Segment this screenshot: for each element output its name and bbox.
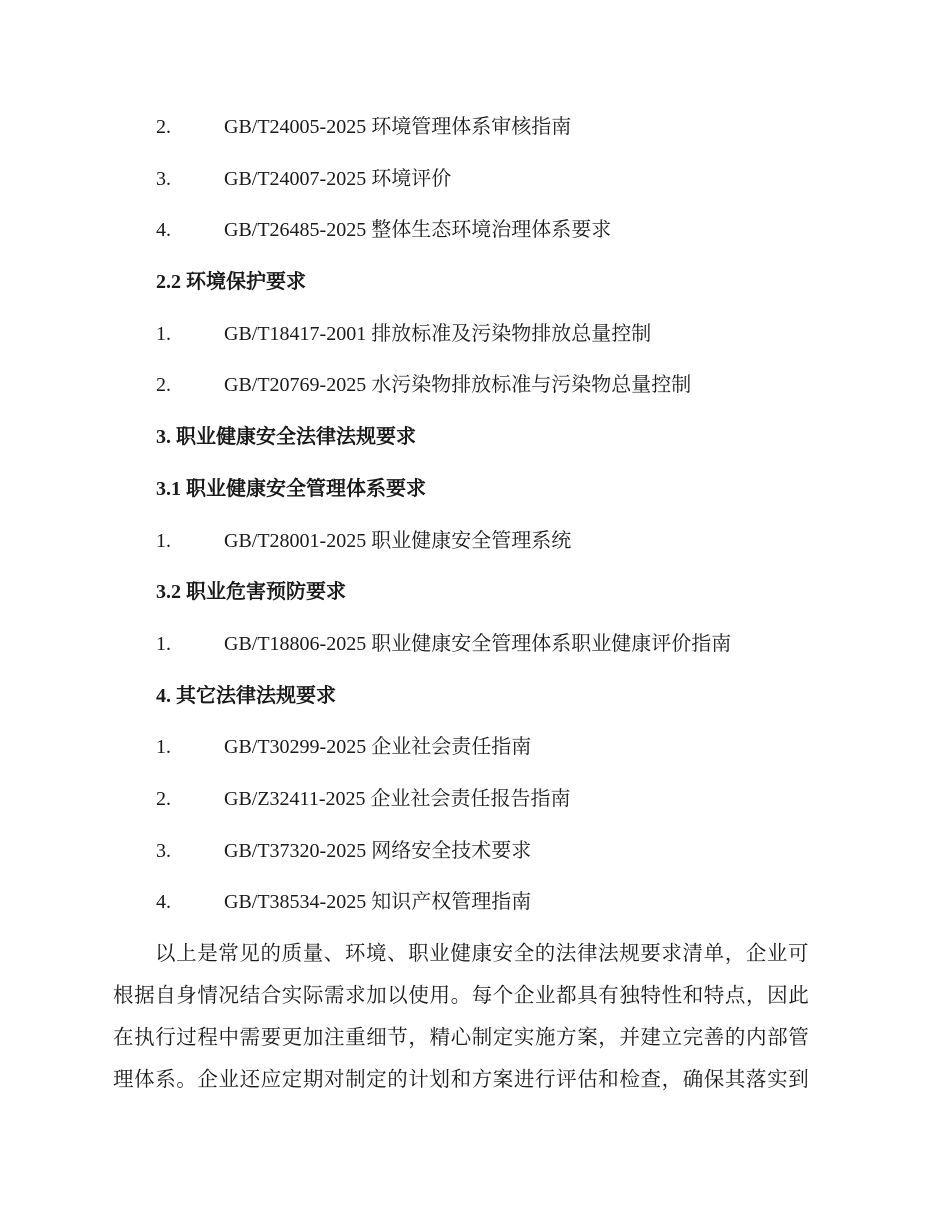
list-item-number: 4. (156, 219, 171, 241)
section-heading: 3. 职业健康安全法律法规要求 (156, 426, 416, 448)
section-heading: 3.1 职业健康安全管理体系要求 (156, 478, 426, 500)
list-item-text: GB/T18417-2001 排放标准及污染物排放总量控制 (224, 323, 652, 345)
list-item-number: 1. (156, 633, 171, 655)
list-item-text: GB/T18806-2025 职业健康安全管理体系职业健康评价指南 (224, 633, 732, 655)
section-heading: 2.2 环境保护要求 (156, 271, 306, 293)
list-item-text: GB/T38534-2025 知识产权管理指南 (224, 891, 532, 913)
section-heading: 4. 其它法律法规要求 (156, 685, 336, 707)
list-item-number: 1. (156, 530, 171, 552)
body-paragraph (113, 933, 833, 1101)
list-item-number: 2. (156, 374, 171, 396)
list-item-text: GB/T28001-2025 职业健康安全管理系统 (224, 530, 572, 552)
paragraph-line: 根据自身情况结合实际需求加以使用。每个企业都具有独特性和特点，因此 (113, 985, 810, 1007)
list-item-number: 1. (156, 323, 171, 345)
list-item-text: GB/T24007-2025 环境评价 (224, 168, 452, 190)
paragraph-line: 在执行过程中需要更加注重细节，精心制定实施方案，并建立完善的内部管 (113, 1027, 810, 1049)
list-item-text: GB/T20769-2025 水污染物排放标准与污染物总量控制 (224, 374, 692, 396)
list-item-number: 2. (156, 116, 171, 138)
section-heading: 3.2 职业危害预防要求 (156, 581, 346, 603)
list-item-text: GB/T30299-2025 企业社会责任指南 (224, 736, 532, 758)
list-item-number: 1. (156, 736, 171, 758)
paragraph-line: 以上是常见的质量、环境、职业健康安全的法律法规要求清单，企业可 (155, 943, 810, 965)
list-item-text: GB/T26485-2025 整体生态环境治理体系要求 (224, 219, 612, 241)
list-item-number: 4. (156, 891, 171, 913)
list-item-number: 2. (156, 788, 171, 810)
list-item-text: GB/T24005-2025 环境管理体系审核指南 (224, 116, 572, 138)
paragraph-line: 理体系。企业还应定期对制定的计划和方案进行评估和检查，确保其落实到 (113, 1069, 810, 1091)
list-item-text: GB/T37320-2025 网络安全技术要求 (224, 840, 532, 862)
list-item-text: GB/Z32411-2025 企业社会责任报告指南 (224, 788, 571, 810)
list-item-number: 3. (156, 168, 171, 190)
list-item-number: 3. (156, 840, 171, 862)
